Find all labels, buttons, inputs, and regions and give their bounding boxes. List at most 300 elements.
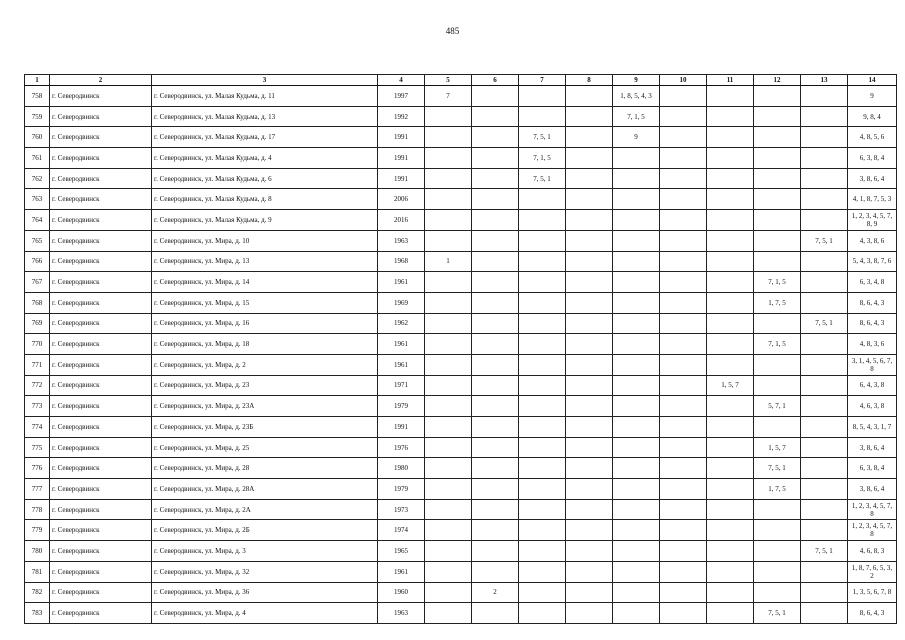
cell-col-6	[472, 437, 519, 458]
cell-year-built: 2016	[378, 210, 425, 231]
cell-col-11	[707, 603, 754, 624]
cell-row-number: 758	[25, 86, 50, 107]
cell-col-14: 4, 1, 8, 7, 5, 3	[848, 189, 897, 210]
cell-col-7	[519, 230, 566, 251]
cell-col-10	[660, 168, 707, 189]
cell-col-14: 8, 6, 4, 3	[848, 603, 897, 624]
cell-col-12	[754, 106, 801, 127]
cell-col-9	[613, 334, 660, 355]
cell-row-number: 776	[25, 458, 50, 479]
cell-col-9	[613, 479, 660, 500]
cell-col-11	[707, 292, 754, 313]
cell-col-12	[754, 189, 801, 210]
cell-address: г. Северодвинск, ул. Мира, д. 36	[152, 582, 378, 603]
cell-address: г. Северодвинск, ул. Мира, д. 16	[152, 313, 378, 334]
table-row	[25, 561, 897, 582]
cell-address: г. Северодвинск, ул. Малая Кудьма, д. 4	[152, 148, 378, 169]
cell-col-10	[660, 541, 707, 562]
cell-col-14: 4, 6, 8, 3	[848, 541, 897, 562]
cell-col-11	[707, 189, 754, 210]
cell-col-7	[519, 375, 566, 396]
column-header-1: 1	[25, 75, 50, 86]
cell-row-number: 763	[25, 189, 50, 210]
cell-col-10	[660, 375, 707, 396]
cell-address: г. Северодвинск, ул. Мира, д. 10	[152, 230, 378, 251]
column-header-10: 10	[660, 75, 707, 86]
cell-year-built: 1963	[378, 230, 425, 251]
cell-row-number: 772	[25, 375, 50, 396]
cell-col-12	[754, 561, 801, 582]
cell-col-8	[566, 168, 613, 189]
cell-col-11	[707, 458, 754, 479]
cell-col-5	[425, 499, 472, 520]
cell-col-8	[566, 127, 613, 148]
cell-year-built: 1961	[378, 272, 425, 293]
cell-col-6	[472, 148, 519, 169]
cell-col-13	[801, 168, 848, 189]
cell-col-7	[519, 541, 566, 562]
table-row	[25, 458, 897, 479]
cell-address: г. Северодвинск, ул. Малая Кудьма, д. 6	[152, 168, 378, 189]
cell-col-14: 4, 6, 3, 8	[848, 396, 897, 417]
cell-col-5	[425, 417, 472, 438]
cell-col-5	[425, 437, 472, 458]
cell-col-6	[472, 334, 519, 355]
cell-col-12	[754, 210, 801, 231]
cell-col-14: 8, 6, 4, 3	[848, 292, 897, 313]
cell-address: г. Северодвинск, ул. Мира, д. 13	[152, 251, 378, 272]
cell-settlement: г. Северодвинск	[50, 148, 152, 169]
cell-col-13	[801, 582, 848, 603]
table-row	[25, 417, 897, 438]
cell-col-5	[425, 354, 472, 375]
cell-address: г. Северодвинск, ул. Мира, д. 25	[152, 437, 378, 458]
table-row	[25, 396, 897, 417]
cell-col-6	[472, 272, 519, 293]
cell-col-11	[707, 417, 754, 438]
cell-col-8	[566, 251, 613, 272]
table-header-row	[25, 75, 897, 86]
cell-col-11	[707, 541, 754, 562]
cell-col-6	[472, 313, 519, 334]
cell-col-6	[472, 458, 519, 479]
cell-col-7	[519, 334, 566, 355]
cell-col-13	[801, 417, 848, 438]
cell-col-13	[801, 437, 848, 458]
cell-col-7	[519, 561, 566, 582]
cell-year-built: 1992	[378, 106, 425, 127]
cell-col-8	[566, 313, 613, 334]
cell-col-8	[566, 458, 613, 479]
table-row	[25, 437, 897, 458]
cell-year-built: 1991	[378, 417, 425, 438]
cell-settlement: г. Северодвинск	[50, 292, 152, 313]
table-row	[25, 313, 897, 334]
cell-row-number: 777	[25, 479, 50, 500]
cell-col-6	[472, 292, 519, 313]
table-row	[25, 479, 897, 500]
cell-year-built: 1963	[378, 603, 425, 624]
cell-col-12	[754, 251, 801, 272]
cell-address: г. Северодвинск, ул. Мира, д. 23А	[152, 396, 378, 417]
cell-year-built: 1968	[378, 251, 425, 272]
cell-settlement: г. Северодвинск	[50, 375, 152, 396]
cell-col-5	[425, 375, 472, 396]
cell-col-7	[519, 458, 566, 479]
cell-col-6	[472, 375, 519, 396]
cell-col-6	[472, 499, 519, 520]
cell-row-number: 767	[25, 272, 50, 293]
cell-col-13	[801, 499, 848, 520]
table-row	[25, 168, 897, 189]
cell-settlement: г. Северодвинск	[50, 479, 152, 500]
cell-col-13	[801, 561, 848, 582]
cell-address: г. Северодвинск, ул. Малая Кудьма, д. 11	[152, 86, 378, 107]
cell-col-12	[754, 148, 801, 169]
cell-col-5	[425, 582, 472, 603]
cell-col-12: 1, 7, 5	[754, 479, 801, 500]
cell-col-7	[519, 272, 566, 293]
cell-col-13	[801, 86, 848, 107]
column-header-2: 2	[50, 75, 152, 86]
cell-col-11	[707, 86, 754, 107]
cell-col-8	[566, 582, 613, 603]
cell-year-built: 1980	[378, 458, 425, 479]
cell-row-number: 769	[25, 313, 50, 334]
cell-year-built: 1997	[378, 86, 425, 107]
cell-col-10	[660, 582, 707, 603]
cell-col-9	[613, 541, 660, 562]
cell-row-number: 775	[25, 437, 50, 458]
cell-col-6	[472, 417, 519, 438]
cell-col-8	[566, 210, 613, 231]
cell-col-9	[613, 561, 660, 582]
cell-col-7: 7, 1, 5	[519, 148, 566, 169]
cell-col-13	[801, 127, 848, 148]
cell-col-11	[707, 127, 754, 148]
cell-col-6	[472, 230, 519, 251]
cell-col-5	[425, 210, 472, 231]
cell-col-5	[425, 479, 472, 500]
cell-col-8	[566, 292, 613, 313]
cell-col-7	[519, 86, 566, 107]
cell-col-13	[801, 272, 848, 293]
cell-address: г. Северодвинск, ул. Мира, д. 18	[152, 334, 378, 355]
cell-col-6	[472, 396, 519, 417]
cell-col-5	[425, 127, 472, 148]
cell-col-11: 1, 5, 7	[707, 375, 754, 396]
cell-address: г. Северодвинск, ул. Мира, д. 3	[152, 541, 378, 562]
cell-settlement: г. Северодвинск	[50, 561, 152, 582]
cell-col-5	[425, 106, 472, 127]
cell-col-13	[801, 148, 848, 169]
cell-col-10	[660, 499, 707, 520]
cell-col-9	[613, 520, 660, 541]
cell-year-built: 1961	[378, 354, 425, 375]
cell-col-6	[472, 189, 519, 210]
cell-col-5: 7	[425, 86, 472, 107]
cell-col-6: 2	[472, 582, 519, 603]
cell-col-14: 9, 8, 4	[848, 106, 897, 127]
cell-settlement: г. Северодвинск	[50, 396, 152, 417]
cell-year-built: 1979	[378, 396, 425, 417]
cell-col-11	[707, 582, 754, 603]
cell-settlement: г. Северодвинск	[50, 334, 152, 355]
cell-col-11	[707, 437, 754, 458]
cell-col-5	[425, 168, 472, 189]
cell-col-10	[660, 520, 707, 541]
cell-col-9	[613, 272, 660, 293]
cell-col-8	[566, 375, 613, 396]
column-header-11: 11	[707, 75, 754, 86]
cell-col-11	[707, 230, 754, 251]
cell-row-number: 779	[25, 520, 50, 541]
cell-col-12: 1, 5, 7	[754, 437, 801, 458]
cell-col-6	[472, 541, 519, 562]
cell-row-number: 771	[25, 354, 50, 375]
cell-col-12: 7, 5, 1	[754, 458, 801, 479]
cell-col-8	[566, 396, 613, 417]
cell-year-built: 1991	[378, 148, 425, 169]
cell-col-12: 1, 7, 5	[754, 292, 801, 313]
cell-col-11	[707, 210, 754, 231]
cell-col-5	[425, 313, 472, 334]
cell-year-built: 1969	[378, 292, 425, 313]
cell-settlement: г. Северодвинск	[50, 168, 152, 189]
cell-col-9	[613, 168, 660, 189]
cell-row-number: 774	[25, 417, 50, 438]
table-row	[25, 210, 897, 231]
cell-col-13	[801, 375, 848, 396]
table-row	[25, 189, 897, 210]
cell-col-13	[801, 210, 848, 231]
cell-col-6	[472, 251, 519, 272]
cell-col-8	[566, 417, 613, 438]
cell-year-built: 1974	[378, 520, 425, 541]
cell-col-9: 9	[613, 127, 660, 148]
cell-settlement: г. Северодвинск	[50, 499, 152, 520]
cell-col-14: 1, 2, 3, 4, 5, 7, 8, 9	[848, 210, 897, 231]
cell-address: г. Северодвинск, ул. Малая Кудьма, д. 8	[152, 189, 378, 210]
cell-col-5	[425, 603, 472, 624]
cell-col-6	[472, 127, 519, 148]
cell-col-13	[801, 334, 848, 355]
cell-col-13	[801, 396, 848, 417]
cell-col-14: 6, 4, 3, 8	[848, 375, 897, 396]
cell-col-14: 1, 3, 5, 6, 7, 8	[848, 582, 897, 603]
cell-col-7	[519, 251, 566, 272]
cell-col-10	[660, 127, 707, 148]
cell-col-8	[566, 106, 613, 127]
cell-settlement: г. Северодвинск	[50, 541, 152, 562]
cell-col-11	[707, 334, 754, 355]
cell-col-10	[660, 479, 707, 500]
cell-col-12	[754, 86, 801, 107]
cell-col-7: 7, 5, 1	[519, 168, 566, 189]
cell-col-14: 5, 4, 3, 8, 7, 6	[848, 251, 897, 272]
cell-col-11	[707, 520, 754, 541]
cell-col-13: 7, 5, 1	[801, 541, 848, 562]
cell-col-9	[613, 375, 660, 396]
cell-col-10	[660, 561, 707, 582]
cell-year-built: 1960	[378, 582, 425, 603]
column-header-8: 8	[566, 75, 613, 86]
column-header-5: 5	[425, 75, 472, 86]
cell-col-12	[754, 375, 801, 396]
cell-settlement: г. Северодвинск	[50, 86, 152, 107]
cell-address: г. Северодвинск, ул. Малая Кудьма, д. 13	[152, 106, 378, 127]
cell-col-11	[707, 168, 754, 189]
cell-col-10	[660, 148, 707, 169]
cell-col-7	[519, 313, 566, 334]
cell-year-built: 1961	[378, 561, 425, 582]
cell-col-5	[425, 230, 472, 251]
table-row	[25, 520, 897, 541]
cell-col-10	[660, 230, 707, 251]
cell-row-number: 762	[25, 168, 50, 189]
cell-col-6	[472, 561, 519, 582]
cell-settlement: г. Северодвинск	[50, 603, 152, 624]
cell-col-10	[660, 251, 707, 272]
cell-col-13	[801, 520, 848, 541]
cell-col-5	[425, 458, 472, 479]
cell-col-14: 3, 8, 6, 4	[848, 479, 897, 500]
cell-settlement: г. Северодвинск	[50, 458, 152, 479]
cell-row-number: 780	[25, 541, 50, 562]
cell-col-7	[519, 396, 566, 417]
cell-col-12: 7, 5, 1	[754, 603, 801, 624]
cell-col-7	[519, 603, 566, 624]
cell-col-10	[660, 458, 707, 479]
cell-col-12	[754, 499, 801, 520]
cell-col-11	[707, 479, 754, 500]
cell-col-7	[519, 479, 566, 500]
cell-col-7	[519, 499, 566, 520]
cell-year-built: 1961	[378, 334, 425, 355]
table-row	[25, 230, 897, 251]
cell-col-9: 1, 8, 5, 4, 3	[613, 86, 660, 107]
cell-col-11	[707, 396, 754, 417]
cell-col-9	[613, 292, 660, 313]
cell-settlement: г. Северодвинск	[50, 354, 152, 375]
cell-col-5	[425, 334, 472, 355]
cell-year-built: 1962	[378, 313, 425, 334]
cell-col-5	[425, 189, 472, 210]
cell-col-12	[754, 313, 801, 334]
cell-col-14: 8, 6, 4, 3	[848, 313, 897, 334]
cell-address: г. Северодвинск, ул. Мира, д. 4	[152, 603, 378, 624]
cell-col-6	[472, 106, 519, 127]
cell-year-built: 1991	[378, 168, 425, 189]
cell-col-9: 7, 1, 5	[613, 106, 660, 127]
cell-col-10	[660, 272, 707, 293]
cell-address: г. Северодвинск, ул. Малая Кудьма, д. 9	[152, 210, 378, 231]
cell-col-8	[566, 354, 613, 375]
cell-col-6	[472, 210, 519, 231]
cell-row-number: 773	[25, 396, 50, 417]
column-header-6: 6	[472, 75, 519, 86]
table-row	[25, 334, 897, 355]
table-body	[25, 86, 897, 624]
cell-col-5	[425, 541, 472, 562]
cell-col-9	[613, 417, 660, 438]
cell-col-10	[660, 292, 707, 313]
cell-col-11	[707, 272, 754, 293]
cell-row-number: 761	[25, 148, 50, 169]
cell-address: г. Северодвинск, ул. Мира, д. 28	[152, 458, 378, 479]
cell-col-12	[754, 168, 801, 189]
cell-row-number: 759	[25, 106, 50, 127]
cell-col-14: 3, 8, 6, 4	[848, 437, 897, 458]
cell-address: г. Северодвинск, ул. Мира, д. 14	[152, 272, 378, 293]
cell-col-6	[472, 86, 519, 107]
cell-col-9	[613, 230, 660, 251]
column-header-14: 14	[848, 75, 897, 86]
cell-col-14: 3, 1, 4, 5, 6, 7, 8	[848, 354, 897, 375]
cell-address: г. Северодвинск, ул. Мира, д. 23	[152, 375, 378, 396]
cell-col-9	[613, 437, 660, 458]
cell-row-number: 783	[25, 603, 50, 624]
cell-col-13	[801, 106, 848, 127]
cell-col-11	[707, 561, 754, 582]
cell-col-7	[519, 417, 566, 438]
cell-col-8	[566, 334, 613, 355]
cell-address: г. Северодвинск, ул. Малая Кудьма, д. 17	[152, 127, 378, 148]
cell-col-10	[660, 313, 707, 334]
cell-col-8	[566, 479, 613, 500]
cell-col-9	[613, 189, 660, 210]
cell-row-number: 778	[25, 499, 50, 520]
table-row	[25, 354, 897, 375]
cell-col-9	[613, 210, 660, 231]
cell-col-14: 6, 3, 4, 8	[848, 272, 897, 293]
cell-col-11	[707, 499, 754, 520]
table-row	[25, 86, 897, 107]
cell-col-7	[519, 582, 566, 603]
table-row	[25, 251, 897, 272]
cell-col-8	[566, 272, 613, 293]
cell-settlement: г. Северодвинск	[50, 251, 152, 272]
cell-col-14: 4, 3, 8, 6	[848, 230, 897, 251]
cell-address: г. Северодвинск, ул. Мира, д. 15	[152, 292, 378, 313]
cell-col-13	[801, 251, 848, 272]
table-row	[25, 603, 897, 624]
cell-settlement: г. Северодвинск	[50, 417, 152, 438]
cell-col-14: 1, 2, 3, 4, 5, 7, 8	[848, 520, 897, 541]
table-row	[25, 541, 897, 562]
cell-col-8	[566, 499, 613, 520]
cell-col-6	[472, 354, 519, 375]
table-row	[25, 148, 897, 169]
column-header-9: 9	[613, 75, 660, 86]
cell-settlement: г. Северодвинск	[50, 210, 152, 231]
cell-col-8	[566, 520, 613, 541]
cell-col-13	[801, 479, 848, 500]
cell-col-8	[566, 541, 613, 562]
cell-settlement: г. Северодвинск	[50, 582, 152, 603]
cell-col-10	[660, 354, 707, 375]
cell-col-7	[519, 106, 566, 127]
cell-col-12	[754, 541, 801, 562]
cell-address: г. Северодвинск, ул. Мира, д. 2Б	[152, 520, 378, 541]
page-number: 485	[445, 26, 460, 36]
table-row	[25, 582, 897, 603]
cell-col-11	[707, 354, 754, 375]
cell-address: г. Северодвинск, ул. Мира, д. 32	[152, 561, 378, 582]
cell-year-built: 2006	[378, 189, 425, 210]
cell-col-8	[566, 86, 613, 107]
cell-year-built: 1965	[378, 541, 425, 562]
